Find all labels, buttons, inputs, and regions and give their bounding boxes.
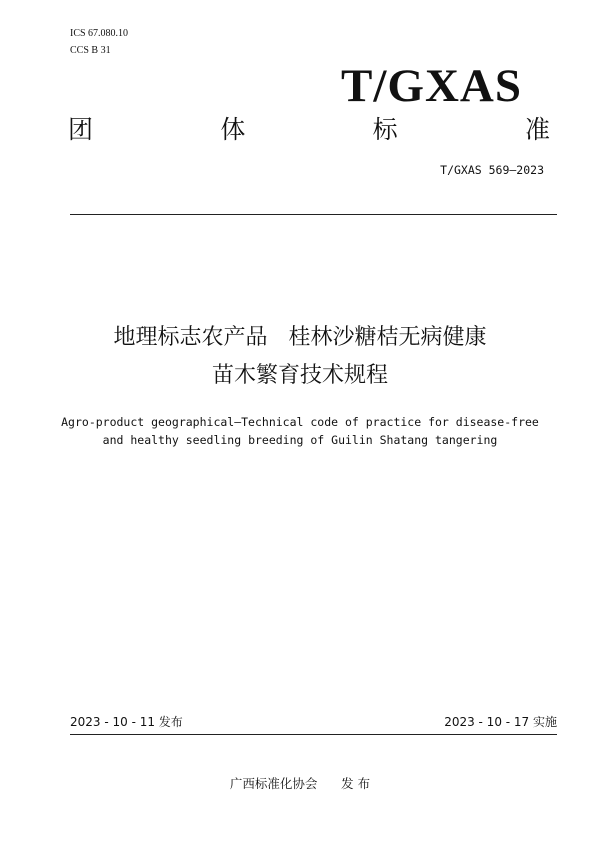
issue-date: 2023 - 10 - 11 发布 [70,715,183,729]
standard-type-char: 准 [524,115,550,144]
standard-type-char: 团 [68,115,94,144]
ccs-code: CCS B 31 [70,45,111,56]
title-chinese-line-2: 苗木繁育技术规程 [211,363,388,388]
bottom-divider [70,734,557,735]
standard-type-char: 标 [372,115,398,144]
title-english-line-2: and healthy seedling breeding of Guilin Shatang tangering [102,433,498,447]
title-english-line-1: Agro-product geographical—Technical code of practice for disease-free [61,415,539,429]
implementation-date: 2023 - 10 - 17 实施 [444,715,557,729]
top-divider [70,214,557,215]
title-chinese-line-1: 地理标志农产品 桂林沙糖桔无病健康 [113,325,487,350]
standard-number: T/GXAS 569—2023 [440,163,544,177]
standard-type [68,114,550,146]
standard-type-char: 体 [220,115,246,144]
brand-logo-text: T/GXAS [341,60,522,112]
publisher: 广西标准化协会 发 布 [229,776,371,791]
ics-code: ICS 67.080.10 [70,28,129,39]
